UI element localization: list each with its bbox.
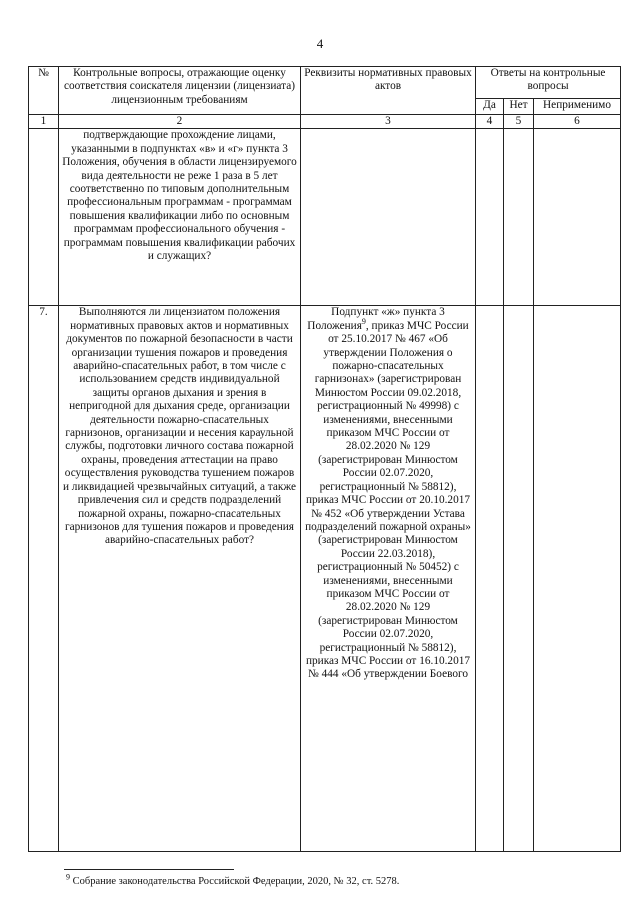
column-number: 2 (59, 115, 301, 129)
question-text: Выполняются ли лицензиатом положения нормативных правовых актов и нормативных документов по пожарной безопасности в части организации тушения пожаров и проведения аварийно-спасательных работ, в том числе с использованием средств индивидуальной защиты органов дыхания и зрения в непригодной для дыхания среде, организации деятельности пожарно-спасательных гарнизонов, организации и несения караульной службы, подготовки личного состава пожарной охраны, проведения аттестации на право осуществления руководства тушением пожаров и ликвидацией чрезвычайных ситуаций, а также привлечения сил и средств подразделений пожарной охраны, пожарно-спасательных гарнизонов для тушения пожаров и проведения аварийно-спасательных работ? (59, 306, 301, 852)
page-number: 4 (316, 36, 324, 51)
answer-no-cell[interactable] (504, 306, 534, 852)
footnote-text: Собрание законодательства Российской Федерации, 2020, № 32, ст. 5278. (70, 876, 400, 887)
answer-na-cell[interactable] (534, 306, 621, 852)
column-number: 1 (29, 115, 59, 129)
answer-yes-cell[interactable] (476, 306, 504, 852)
header-questions: Контрольные вопросы, отражающие оценку соответствия соискателя лицензии (лицензиата) лицензионным требованиям (59, 67, 301, 115)
header-yes: Да (476, 99, 504, 115)
column-number-row (29, 115, 621, 129)
column-number: 5 (504, 115, 534, 129)
footnote-divider (64, 869, 234, 870)
question-text: подтверждающие прохождение лицами, указанными в подпунктах «в» и «г» пункта 3 Положения, обучения в области лицензируемого вида деятельности не реже 1 раза в 5 лет соответственно по типовым дополнительным профессиональным программам - программам повышения квалификации либо по основным программам профессионального обучения - программам повышения квалификации рабочих и служащих? (59, 129, 301, 306)
header-no: Нет (504, 99, 534, 115)
legal-acts-text: Подпункт «ж» пункта 3 Положения (307, 306, 445, 332)
header-not-applicable: Неприменимо (534, 99, 621, 115)
checklist-table (28, 66, 621, 852)
column-number: 6 (534, 115, 621, 129)
footnote-marker: 9 (66, 872, 70, 882)
legal-acts-cell (301, 306, 476, 852)
row-number (29, 129, 59, 306)
legal-acts-text: , приказ МЧС России от 25.10.2017 № 467 «Об утверждении Положения о пожарно-спасательных гарнизонах» (зарегистрирован Минюстом России 09.02.2018, регистрационный № 49998) с изменениями, внесенными приказом МЧС России от 28.02.2020 № 129 (зарегистрирован Минюстом России 02.07.2020, регистрационный № 58812), приказ МЧС России от 20.10.2017 № 452 «Об утверждении Устава подразделений пожарной охраны» (зарегистрирован Минюстом России 22.03.2018), регистрационный № 50452) с изменениями, внесенными приказом МЧС России от 28.02.2020 № 129 (зарегистрирован Минюстом России 02.07.2020, регистрационный № 58812), приказ МЧС России от 16.10.2017 № 444 «Об утверждении Боевого (305, 319, 471, 681)
table-row (29, 129, 621, 306)
header-number: № (29, 67, 59, 115)
header-answers: Ответы на контрольные вопросы (476, 67, 621, 99)
footnote (66, 872, 400, 887)
answer-no-cell[interactable] (504, 129, 534, 306)
answer-yes-cell[interactable] (476, 129, 504, 306)
legal-acts-cell (301, 129, 476, 306)
footnote-ref: 9 (361, 317, 366, 327)
column-number: 3 (301, 115, 476, 129)
header-legal-acts: Реквизиты нормативных правовых актов (301, 67, 476, 115)
row-number: 7. (29, 306, 59, 852)
table-row (29, 306, 621, 852)
column-number: 4 (476, 115, 504, 129)
answer-na-cell[interactable] (534, 129, 621, 306)
